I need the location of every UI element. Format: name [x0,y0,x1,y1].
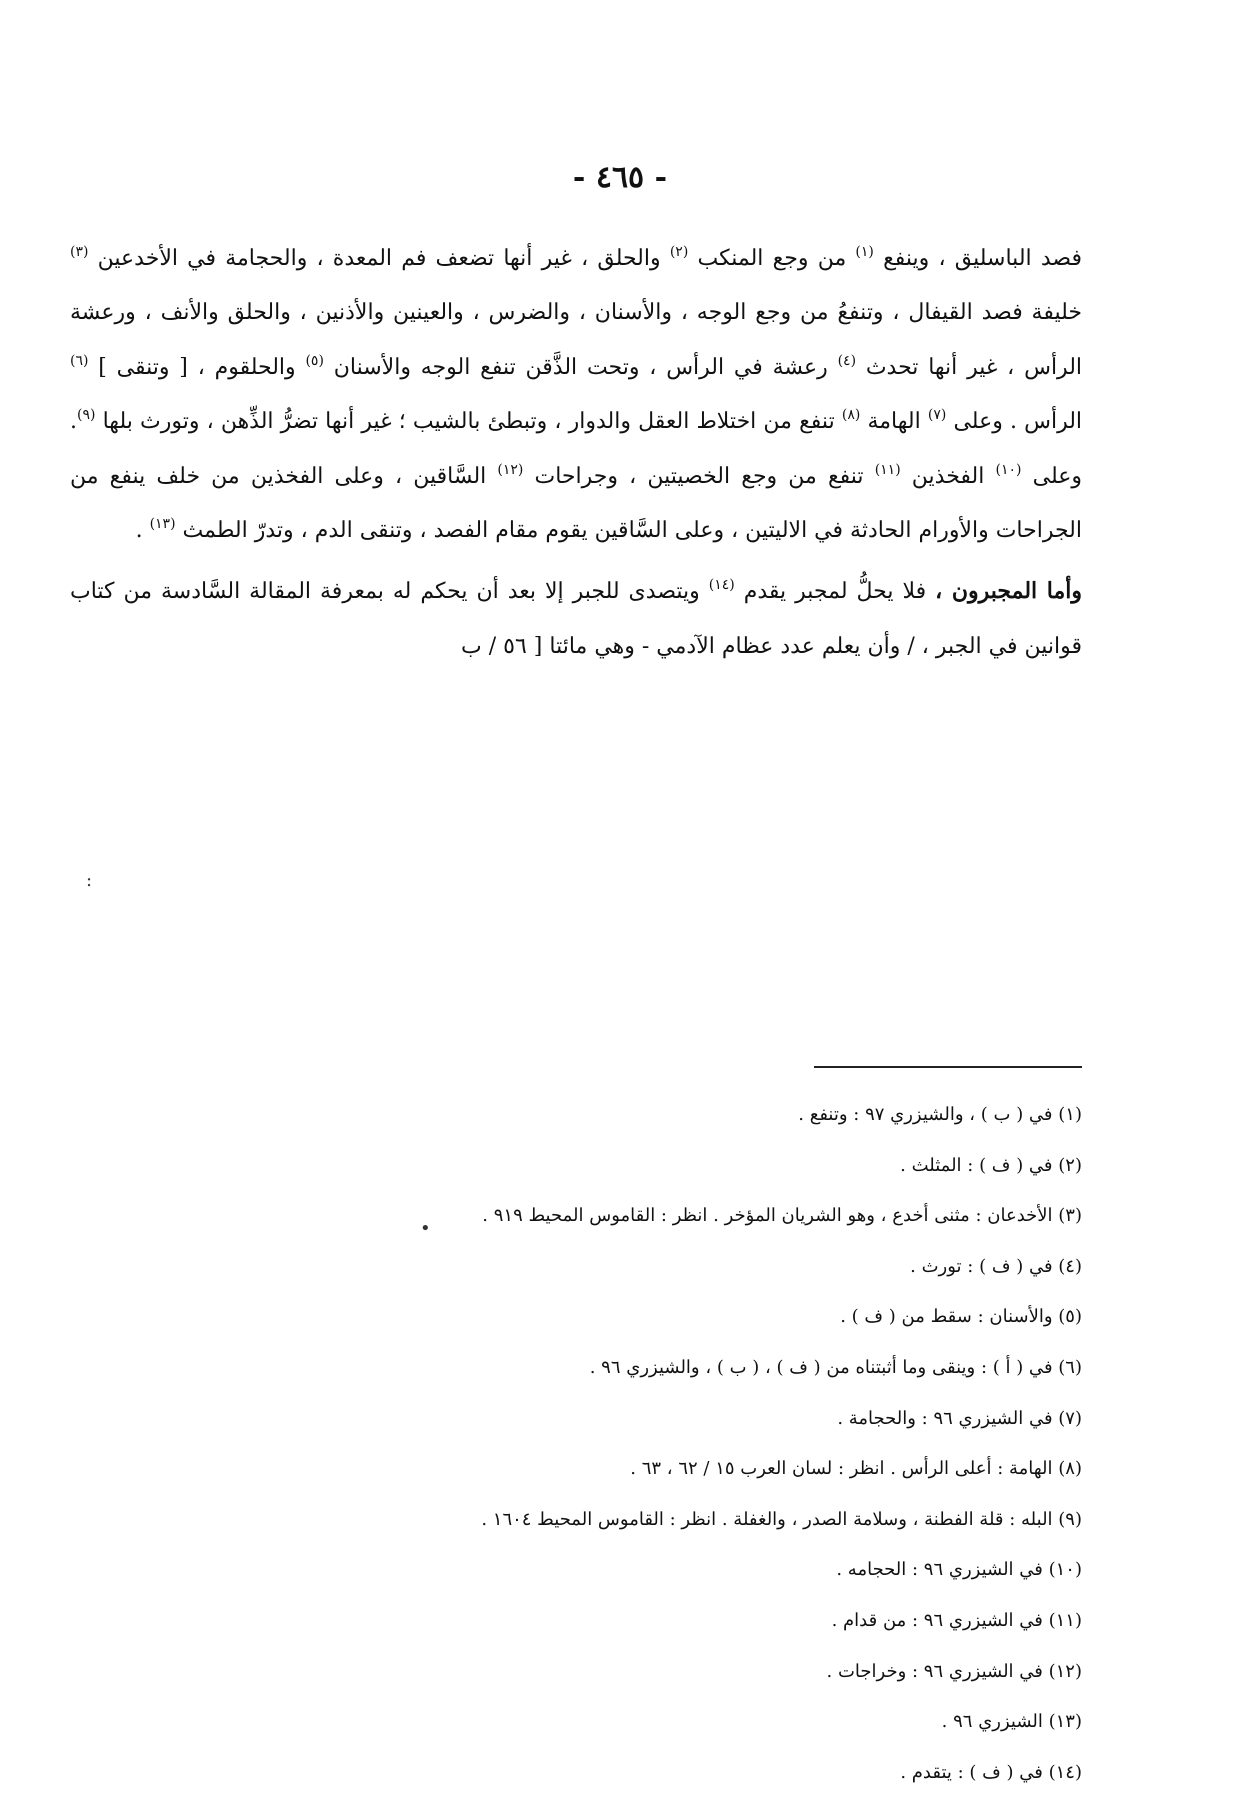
margin-mark: : [86,870,93,891]
footnote-reference: (١١) [874,461,901,478]
body-text: الرأس . وعلى [946,409,1083,435]
footnote-reference: (١٢) [497,461,524,478]
footnote-reference: (٥) [305,352,324,369]
footnote: (٦) في ( أ ) : وينقى وما أثبتناه من ( ف ) ، ( ب ) ، والشيزري ٩٦ . [589,1356,1082,1378]
body-text: والحلقوم ، [ وتنقى ] [88,354,306,380]
body-text: السَّاقين ، وعلى الفخذين من خلف ينفع من الجراحات والأورام الحادثة في الاليتين ، وعلى السَّاقين يقوم مقام الفصد ، وتنقى الدم ، وتدرّ الطمث [70,463,1082,544]
footnote-separator [814,1066,1082,1068]
footnote: (٩) البله : قلة الفطنة ، وسلامة الصدر ، والغفلة . انظر : القاموس المحيط ١٦٠٤ . [481,1508,1082,1530]
footnote: (٣) الأخدعان : مثنى أخدع ، وهو الشريان المؤخر . انظر : القاموس المحيط ٩١٩ . [482,1205,1082,1227]
body-text: . وعلى [70,409,1082,489]
footnote-reference: (٦) [70,352,89,369]
footnote: (١١) في الشيزري ٩٦ : من قدام . [831,1609,1082,1631]
footnote-reference: (٧) [927,407,947,424]
footnote-reference: (١٤) [708,577,735,594]
section-heading-text: وأما المجبرون ، [935,578,1082,605]
stray-dot: • [420,1218,431,1239]
body-text: ويتصدى للجبر إلا بعد أن يحكم له بمعرفة المقالة السَّادسة من كتاب قوانين في الجبر ، / وأن يعلم عدد عظام الآدمي - وهي مائتا [70,579,1082,659]
footnote-reference: (١٠) [995,461,1022,478]
body-text: فلا يحلُّ لمجبر يقدم [734,579,936,605]
footnote: (١٣) الشيزري ٩٦ . [941,1711,1082,1733]
footnote: (٥) والأسنان : سقط من ( ف ) . [840,1306,1082,1328]
footnote: (١) في ( ب ) ، والشيزري ٩٧ : وتنفع . [798,1104,1082,1125]
footnote-reference: (٤) [837,352,857,369]
body-text: تنفع من اختلاط العقل والدوار ، وتبطئ بالشيب ؛ غير أنها تضرُّ الذِّهن ، وتورث بلها [95,409,842,435]
body-text: . [135,518,150,544]
footnote-reference: (٨) [841,407,861,424]
body-text: والحلق ، غير أنها تضعف فم المعدة ، والحجامة في الأخدعين [88,246,670,271]
footnotes [220,1090,1082,1798]
body-text: الهامة [860,409,928,435]
paragraph-1 [70,232,1082,558]
footnote-reference: (١٣) [149,516,176,533]
folio-marker: [ ٥٦ / ب [461,633,543,659]
body-text: رعشة في الرأس ، وتحت الذَّقن تنفع الوجه والأسنان [323,354,838,380]
body-text: من وجع المنكب [688,246,856,271]
footnote: (٢) في ( ف ) : المثلث . [900,1154,1082,1176]
footnote: (١٠) في الشيزري ٩٦ : الحجامه . [836,1559,1082,1581]
footnote: (٤) في ( ف ) : تورث . [910,1255,1082,1277]
footnote-reference: (٣) [70,244,89,260]
footnote: (٧) في الشيزري ٩٦ : والحجامة . [837,1407,1082,1429]
body-text: فصد الباسليق ، وينفع [873,246,1082,271]
footnote-reference: (٢) [669,244,689,260]
footnote: (٨) الهامة : أعلى الرأس . انظر : لسان العرب ١٥ / ٦٢ ، ٦٣ . [630,1458,1082,1480]
body-text: خليفة فصد القيفال ، وتنفعُ من وجع الوجه ، والأسنان ، والضرس ، والعينين والأذنين ، والحلق والأنف ، ورعشة الرأس ، غير أنها تحدث [70,300,1083,380]
body-text: الفخذين [900,463,996,489]
paragraph-2 [70,564,1082,674]
footnote: (١٢) في الشيزري ٩٦ : وخراجات . [826,1660,1082,1682]
footnote: (١٤) في ( ف ) : يتقدم . [900,1761,1082,1783]
main-text [70,232,1082,674]
body-text: تنفع من وجع الخصيتين ، وجراحات [523,463,875,489]
page-number: - ٤٦٥ - [572,160,668,195]
footnote-reference: (١) [855,244,874,260]
footnote-reference: (٩) [77,407,96,424]
